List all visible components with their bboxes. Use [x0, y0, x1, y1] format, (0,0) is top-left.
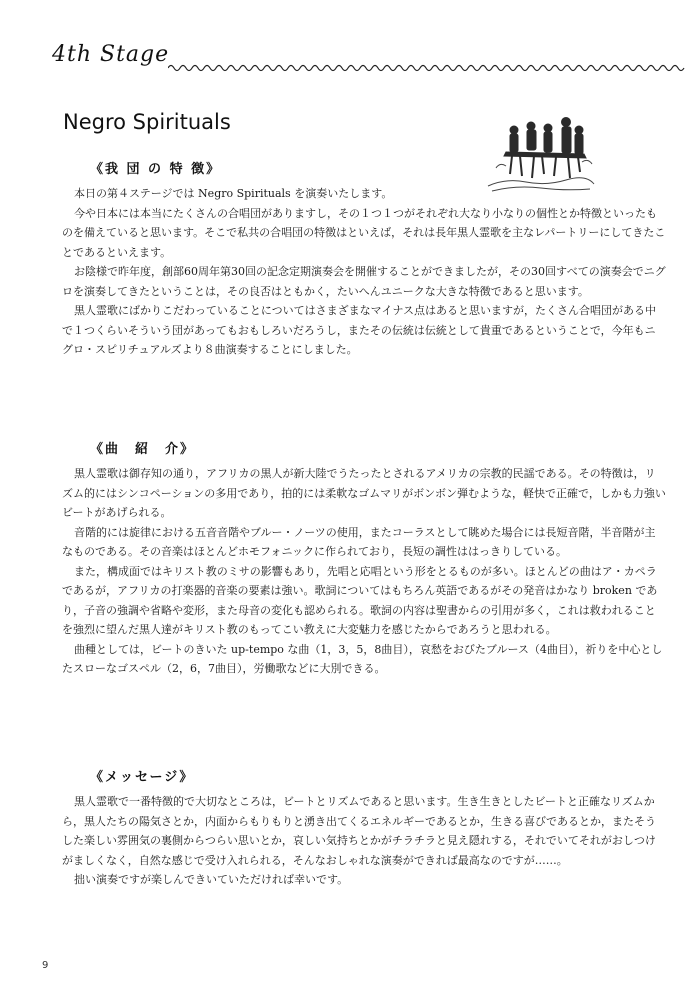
paragraph: 拙い演奏ですが楽しんできいていただければ幸いです。 [74, 873, 349, 886]
wavy-rule [168, 62, 688, 74]
section-body-features [62, 184, 666, 360]
section-body-introduction [62, 464, 666, 679]
paragraph: 黒人霊歌で一番特徴的で大切なところは，ビートとリズムであると思います。生き生きとしたビートと正確なリズムから，黒人たちの陽気さとか，内面からもりもりと湧き出てくるエネルギーであるとか，生きる喜びであるとか，またそうした楽しい雰囲気の裏側からつらい思いとか，哀しい気持ちとかがチラチラと見え隠れする，それでいてそれがおしつけがましくなく，自然な感じで受け入れられる，そんなおしゃれな演奏ができれば最高なのですが……。 [62, 795, 656, 867]
paragraph: また，構成面ではキリスト教のミサの影響もあり，先唱と応唱という形をとるものが多い。ほとんどの曲はア・カペラであるが，アフリカの打楽器的音楽の要素は強い。歌詞についてはもちろん英語であるがその発音はかなり broken であり，子音の強調や省略や変形，また母音の変化も認められる。歌詞の内容は聖書からの引用が多く，これは救われることを強烈に望んだ黒人達がキリスト教のもってこい教えに大変魅力を感じたからであろうと思われる。 [62, 564, 658, 636]
paragraph: 今や日本には本当にたくさんの合唱団がありますし，その１つ１つがそれぞれ大なり小なりの個性とか特徴といったものを備えていると思います。そこで私共の合唱団の特徴はといえば，それは長年黒人霊歌を主なレパートリーにしてきたことであるといえます。 [62, 206, 666, 259]
section-heading-introduction: 《曲 紹 介》 [90, 442, 196, 457]
section-body-message [62, 792, 666, 890]
paragraph: 黒人霊歌にばかりこだわっていることについてはさまざまなマイナス点はあると思いますが，たくさん合唱団がある中で１つくらいそういう団があってもおもしろいだろうし，またその伝統は伝統として貴重であるということで，今年もニグロ・スピリチュアルズより８曲演奏することにしました。 [62, 304, 657, 356]
paragraph: 黒人霊歌は御存知の通り，アフリカの黒人が新大陸でうたったとされるアメリカの宗教的民謡である。その特徴は，リズム的にはシンコペーションの多用であり，拍的には柔軟なゴムマリがボンボン弾むような，軽快で正確で，しかも力強いビートがあげられる。 [62, 467, 666, 519]
paragraph: 本日の第４ステージでは Negro Spirituals を演奏いたします。 [74, 187, 393, 200]
page-number: 9 [42, 960, 49, 971]
paragraph: 曲種としては，ビートのきいた up-tempo な曲（1，3，5，8曲目），哀愁をおびたブルース（4曲目），祈りを中心としたスローなゴスペル（2，6，7曲目），労働歌などに大別できる。 [62, 642, 663, 675]
section-heading-features: 《我 団 の 特 徴》 [90, 162, 222, 177]
singers-group-icon [486, 112, 596, 194]
stage-label: 4th Stage [52, 42, 170, 67]
page-title: Negro Spirituals [63, 110, 231, 134]
stage-header [48, 36, 688, 80]
paragraph: お陰様で昨年度，創部60周年第30回の記念定期演奏会を開催することができましたが，その30回すべての演奏会でニグロを演奏してきたということは，その良否はともかく，たいへんユニークな大きな特徴であると思います。 [62, 265, 666, 298]
paragraph: 音階的には旋律における五音音階やブルー・ノーツの使用，またコーラスとして眺めた場合には長短音階，半音階が主なものである。その音楽はほとんどホモフォニックに作られており，長短の調性ははっきりしている。 [62, 525, 656, 558]
section-heading-message: 《メッセージ》 [90, 770, 195, 785]
